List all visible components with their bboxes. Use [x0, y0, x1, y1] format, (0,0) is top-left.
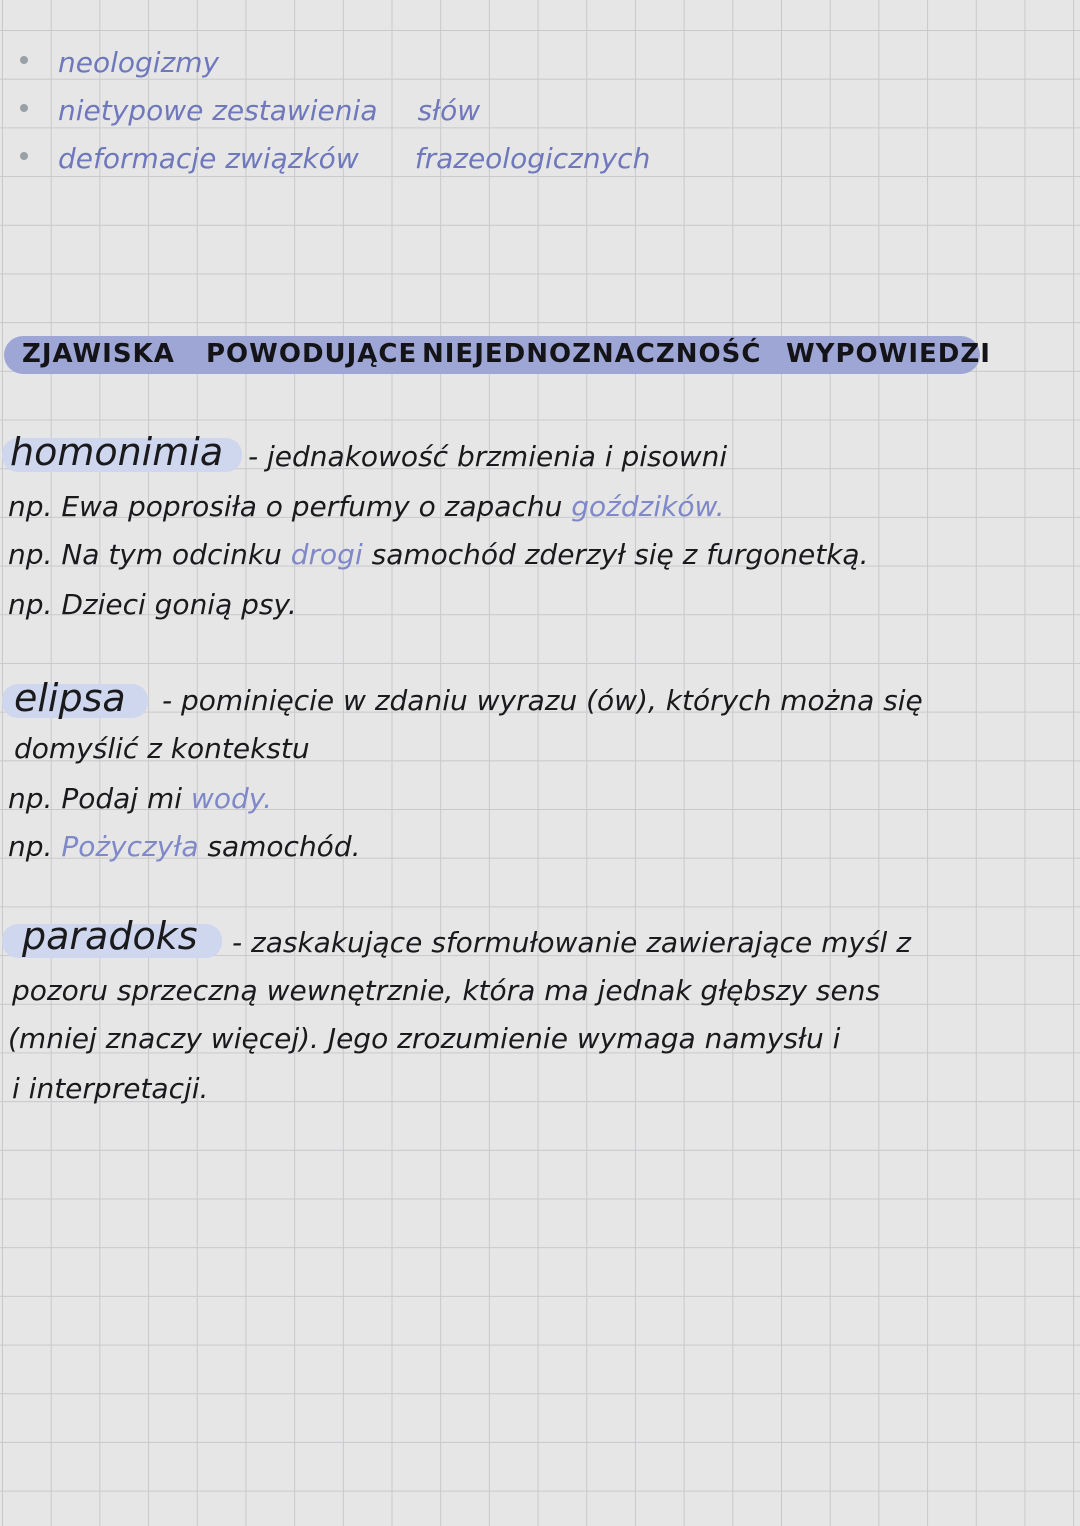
definition-elipsa-cont: domyślić z kontekstu	[14, 732, 310, 765]
heading-word: WYPOWIEDZI	[786, 339, 991, 369]
definition-paradoks-cont: (mniej znaczy więcej). Jego zrozumienie wymaga namysłu i	[8, 1022, 841, 1055]
bullet-item	[14, 94, 650, 142]
example-line	[8, 588, 297, 621]
example-highlight-word: goździków.	[571, 490, 725, 523]
definition-elipsa: - pominięcie w zdaniu wyrazu (ów), których można się	[162, 684, 923, 717]
definition-homonimia: - jednakowość brzmienia i pisowni	[248, 440, 728, 473]
bullet-text-cont: słów	[417, 94, 481, 127]
definition-paradoks-cont: pozoru sprzeczną wewnętrznie, która ma jednak głębszy sens	[12, 974, 881, 1007]
example-text: np. Ewa poprosiła o perfumy o zapachu	[8, 490, 563, 523]
bullet-text: nietypowe zestawienia	[58, 94, 378, 127]
example-text: np.	[8, 830, 53, 863]
example-text: samochód zderzył się z furgonetką.	[371, 538, 869, 571]
example-highlight-word: wody.	[190, 782, 273, 815]
example-text: np. Dzieci gonią psy.	[8, 588, 297, 621]
term-elipsa: elipsa	[14, 676, 126, 720]
example-line	[8, 538, 868, 571]
example-line	[8, 782, 272, 815]
bullet-text: deformacje związków	[58, 142, 359, 175]
term-homonimia: homonimia	[10, 430, 224, 474]
heading-word: POWODUJĄCE	[206, 339, 418, 369]
example-highlight-word: Pożyczyła	[61, 830, 199, 863]
bullet-item	[14, 46, 650, 94]
heading-word: ZJAWISKA	[22, 339, 175, 369]
example-text: np. Podaj mi	[8, 782, 183, 815]
bullet-dot-icon	[20, 152, 28, 160]
example-line	[8, 830, 361, 863]
example-text: samochód.	[207, 830, 361, 863]
example-line	[8, 490, 724, 523]
definition-paradoks: - zaskakujące sformułowanie zawierające myśl z	[232, 926, 911, 959]
bullet-dot-icon	[20, 104, 28, 112]
heading-word: NIEJEDNOZNACZNOŚĆ	[422, 339, 762, 369]
bullet-dot-icon	[20, 56, 28, 64]
bullet-list	[14, 46, 650, 190]
definition-paradoks-cont: i interpretacji.	[12, 1072, 209, 1105]
example-text: np. Na tym odcinku	[8, 538, 282, 571]
bullet-text-cont: frazeologicznych	[414, 142, 651, 175]
bullet-text: neologizmy	[58, 46, 220, 79]
section-heading-banner	[4, 336, 991, 374]
term-paradoks: paradoks	[22, 914, 198, 958]
bullet-item	[14, 142, 650, 190]
example-highlight-word: drogi	[290, 538, 363, 571]
